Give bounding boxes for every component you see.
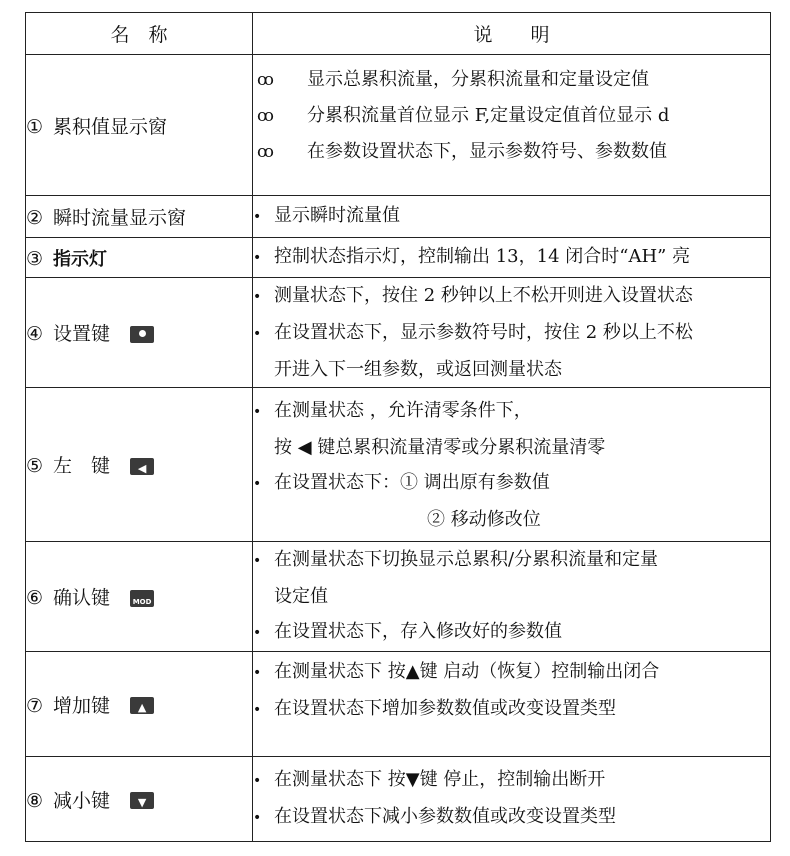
up-key-icon: ▲: [130, 697, 154, 714]
row-name-cell: ④ 设置键: [26, 278, 253, 388]
list-item-continuation: ② 移动修改位: [427, 508, 541, 530]
list-item: • 在设置状态下减小参数数值或改变设置类型: [253, 806, 616, 827]
down-key-icon: ▼: [130, 792, 154, 809]
row-number: ①: [26, 115, 44, 138]
list-item: • 在测量状态下 按▲键 启动（恢复）控制输出闭合: [253, 661, 660, 682]
list-item: • 测量状态下，按住 2 秒钟以上不松开则进入设置状态: [253, 285, 693, 306]
list-item: • 在设置状态下：① 调出原有参数值: [253, 471, 550, 493]
header-description: 说 明: [253, 13, 771, 55]
table-row: [26, 757, 771, 842]
table-row: [26, 55, 771, 196]
bullet-symbol: ꝏ: [257, 142, 274, 162]
list-item: • 在设置状态下，显示参数符号时，按住 2 秒以上不松: [253, 322, 693, 343]
list-item: • 控制状态指示灯，控制输出 13，14 闭合时“AH” 亮: [253, 246, 691, 267]
row-description-cell: [253, 55, 771, 196]
bullet-symbol: ꝏ: [257, 70, 274, 90]
list-item: • 在测量状态下 按▼键 停止，控制输出断开: [253, 769, 606, 790]
row-name-cell: [26, 55, 253, 196]
header-row: [26, 13, 771, 55]
row-description-cell: [253, 388, 771, 542]
table-row: [26, 238, 771, 278]
row-description-cell: [253, 542, 771, 652]
list-item: • 在设置状态下，存入修改好的参数值: [253, 621, 562, 642]
row-description-cell: [253, 196, 771, 238]
row-name-cell: ⑦ 增加键 ▲: [26, 652, 253, 757]
row-description-cell: [253, 757, 771, 842]
list-item: • 在测量状态 ，允许清零条件下，: [253, 399, 532, 421]
description-table: [25, 12, 771, 842]
table-row: [26, 278, 771, 388]
table-row: [26, 542, 771, 652]
set-key-icon: [130, 326, 154, 343]
list-item-continuation: 按 ◀ 键总累积流量清零或分累积流量清零: [274, 436, 606, 458]
row-description-cell: [253, 652, 771, 757]
row-name-cell: ⑥ 确认键 MOD: [26, 542, 253, 652]
row-description-cell: [253, 278, 771, 388]
list-item: • 在测量状态下切换显示总累积/分累积流量和定量: [253, 549, 659, 570]
row-name-cell: ⑧ 减小键 ▼: [26, 757, 253, 842]
row-name-cell: ⑤ 左 键 ◀: [26, 388, 253, 542]
table-row: [26, 196, 771, 238]
list-item: • 在设置状态下增加参数数值或改变设置类型: [253, 698, 616, 719]
list-item: ꝏ 分累积流量首位显示 F,定量设定值首位显示 d: [253, 98, 770, 134]
list-item: ꝏ 显示总累积流量，分累积流量和定量设定值: [253, 62, 770, 98]
row-label: 累积值显示窗: [53, 115, 168, 138]
list-item-continuation: 设定值: [274, 586, 328, 607]
table-row: [26, 652, 771, 757]
row-name-cell: ② 瞬时流量显示窗: [26, 196, 253, 238]
mod-key-icon: MOD: [130, 590, 154, 607]
row-name-cell: ③ 指示灯: [26, 238, 253, 278]
list-item: • 显示瞬时流量值: [253, 205, 400, 226]
row-description-cell: [253, 238, 771, 278]
bullet-symbol: ꝏ: [257, 106, 274, 126]
list-item-continuation: 开进入下一组参数，或返回测量状态: [274, 359, 562, 380]
table-row: [26, 388, 771, 542]
list-item: ꝏ 在参数设置状态下，显示参数符号、参数数值: [253, 134, 770, 170]
header-name: 名 称: [26, 13, 253, 55]
left-key-icon: ◀: [130, 458, 154, 475]
